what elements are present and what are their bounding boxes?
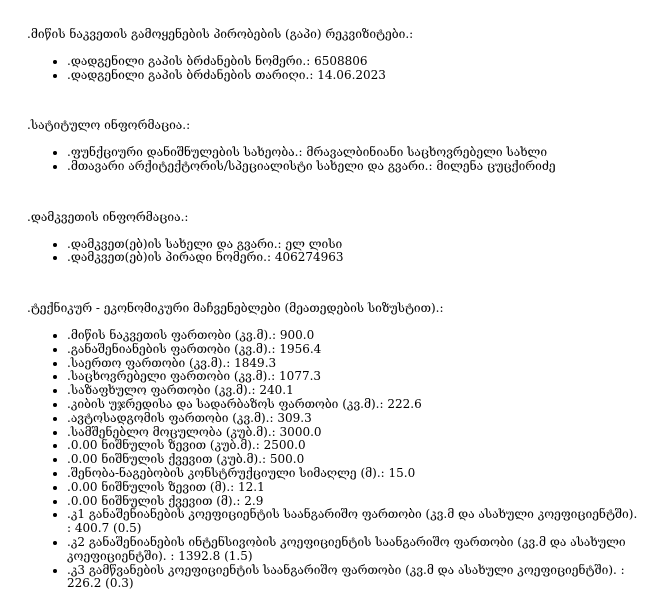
item-label: .კ2 განაშენიანების ინტენსივობის კოეფიციენტის საანგარიშო ფართობი (კვ.მ და ასახული კოეფიციენტში). : bbox=[67, 534, 626, 563]
list-item bbox=[67, 536, 640, 564]
list-item bbox=[67, 69, 640, 83]
list-item bbox=[67, 453, 640, 467]
item-value: 1849.3 bbox=[234, 355, 277, 370]
info-section bbox=[27, 28, 640, 82]
item-value: 222.6 bbox=[387, 396, 422, 411]
item-value: 500.0 bbox=[269, 452, 305, 467]
list-item bbox=[67, 160, 640, 174]
item-value: 240.1 bbox=[259, 383, 294, 398]
list-item bbox=[67, 55, 640, 69]
section-title: .ტექნიკურ - ეკონომიკური მაჩვენებლები (მეათედების სიზუსტით).: bbox=[27, 301, 444, 316]
section-title: .სატიტულო ინფორმაცია.: bbox=[27, 118, 191, 133]
item-label: .განაშენიანების ფართობი (კვ.მ).: bbox=[67, 341, 276, 356]
list-item bbox=[67, 329, 640, 343]
section-list bbox=[27, 55, 640, 83]
item-label: .0.00 ნიშნულის ზევით (კუბ.მ).: bbox=[67, 438, 260, 453]
item-label: .კიბის უჯრედისა და სადარბაზოს ფართობი (კვ.მ).: bbox=[67, 396, 384, 411]
item-label: .დადგენილი გაპის ბრძანების თარიღი.: bbox=[67, 67, 314, 82]
item-value: 6508806 bbox=[314, 53, 368, 68]
item-value: 12.1 bbox=[238, 479, 265, 494]
item-label: .დამკვეთ(ებ)ის პირადი ნომერი.: bbox=[67, 250, 272, 265]
list-item bbox=[67, 343, 640, 357]
section-title: .მიწის ნაკვეთის გამოყენების პირობების (გაპი) რეკვიზიტები.: bbox=[27, 27, 414, 41]
list-item bbox=[67, 370, 640, 384]
item-label: .0.00 ნიშნულის ზევით (მ).: bbox=[67, 479, 235, 494]
item-value: 3000.0 bbox=[279, 424, 322, 439]
item-label: .დადგენილი გაპის ბრძანების ნომერი.: bbox=[67, 53, 311, 68]
item-value: 1956.4 bbox=[279, 341, 322, 356]
list-item bbox=[67, 467, 640, 481]
item-value: 2500.0 bbox=[263, 438, 306, 453]
item-label: .ავტოსადგომის ფართობი (კვ.მ).: bbox=[67, 410, 274, 425]
item-label: .საზაფხულო ფართობი (კვ.მ).: bbox=[67, 383, 256, 398]
item-label: .სამშენებლო მოცულობა (კუბ.მ).: bbox=[67, 424, 276, 439]
list-item bbox=[67, 357, 640, 371]
item-value: 900.0 bbox=[279, 327, 315, 342]
list-item bbox=[67, 412, 640, 426]
item-value: 15.0 bbox=[388, 465, 416, 480]
section-list bbox=[27, 146, 640, 174]
permit-document bbox=[27, 28, 640, 591]
info-section bbox=[27, 119, 640, 173]
item-value: 1392.8 (1.5) bbox=[178, 548, 253, 563]
item-label: .შენობა-ნაგებობის კონსტრუქციული სიმაღლე (მ).: bbox=[67, 465, 385, 480]
item-value: 406274963 bbox=[274, 250, 344, 265]
list-item bbox=[67, 398, 640, 412]
item-label: .საცხოვრებელი ფართობი (კვ.მ).: bbox=[67, 369, 276, 384]
item-label: .0.00 ნიშნულის ქვევით (მ).: bbox=[67, 493, 241, 508]
info-section bbox=[27, 302, 640, 591]
item-label: .მიწის ნაკვეთის ფართობი (კვ.მ).: bbox=[67, 327, 277, 342]
item-label: .დამკვეთ(ებ)ის სახელი და გვარი.: bbox=[67, 236, 282, 251]
section-list bbox=[27, 329, 640, 591]
item-value: 400.7 (0.5) bbox=[74, 521, 142, 536]
item-value: მრავალბინიანი საცხოვრებელი სახლი bbox=[306, 145, 548, 160]
info-section bbox=[27, 211, 640, 265]
item-label: .0.00 ნიშნულის ქვევით (კუბ.მ).: bbox=[67, 452, 267, 467]
item-value: 309.3 bbox=[277, 410, 312, 425]
item-value: 226.2 (0.3) bbox=[67, 576, 134, 591]
list-item bbox=[67, 564, 640, 592]
item-value: 1077.3 bbox=[279, 369, 322, 384]
list-item bbox=[67, 146, 640, 160]
list-item bbox=[67, 508, 640, 536]
item-label: .მთავარი არქიტექტორის/სპეციალისტი სახელი და გვარი.: bbox=[67, 158, 433, 173]
item-label: .კ3 გამწვანების კოეფიციენტის საანგარიშო ფართობი (კვ.მ და ასახული კოეფიციენტში). : bbox=[67, 562, 625, 577]
list-item bbox=[67, 251, 640, 265]
item-label: .კ1 განაშენიანების კოეფიციენტის საანგარიშო ფართობი (კვ.მ და ასახული კოეფიციენტში). : bbox=[67, 507, 638, 536]
sections-root bbox=[27, 28, 640, 591]
item-label: .ფუნქციური დანიშნულების სახეობა.: bbox=[67, 145, 303, 160]
item-value: 2.9 bbox=[244, 493, 264, 508]
item-value: მილენა ცუცქირიძე bbox=[436, 158, 556, 173]
item-value: 14.06.2023 bbox=[317, 67, 386, 82]
list-item bbox=[67, 384, 640, 398]
section-title: .დამკვეთის ინფორმაცია.: bbox=[27, 209, 189, 224]
list-item bbox=[67, 481, 640, 495]
item-label: .საერთო ფართობი (კვ.მ).: bbox=[67, 355, 231, 370]
item-value: ელ ლისი bbox=[285, 236, 343, 251]
section-list bbox=[27, 238, 640, 266]
